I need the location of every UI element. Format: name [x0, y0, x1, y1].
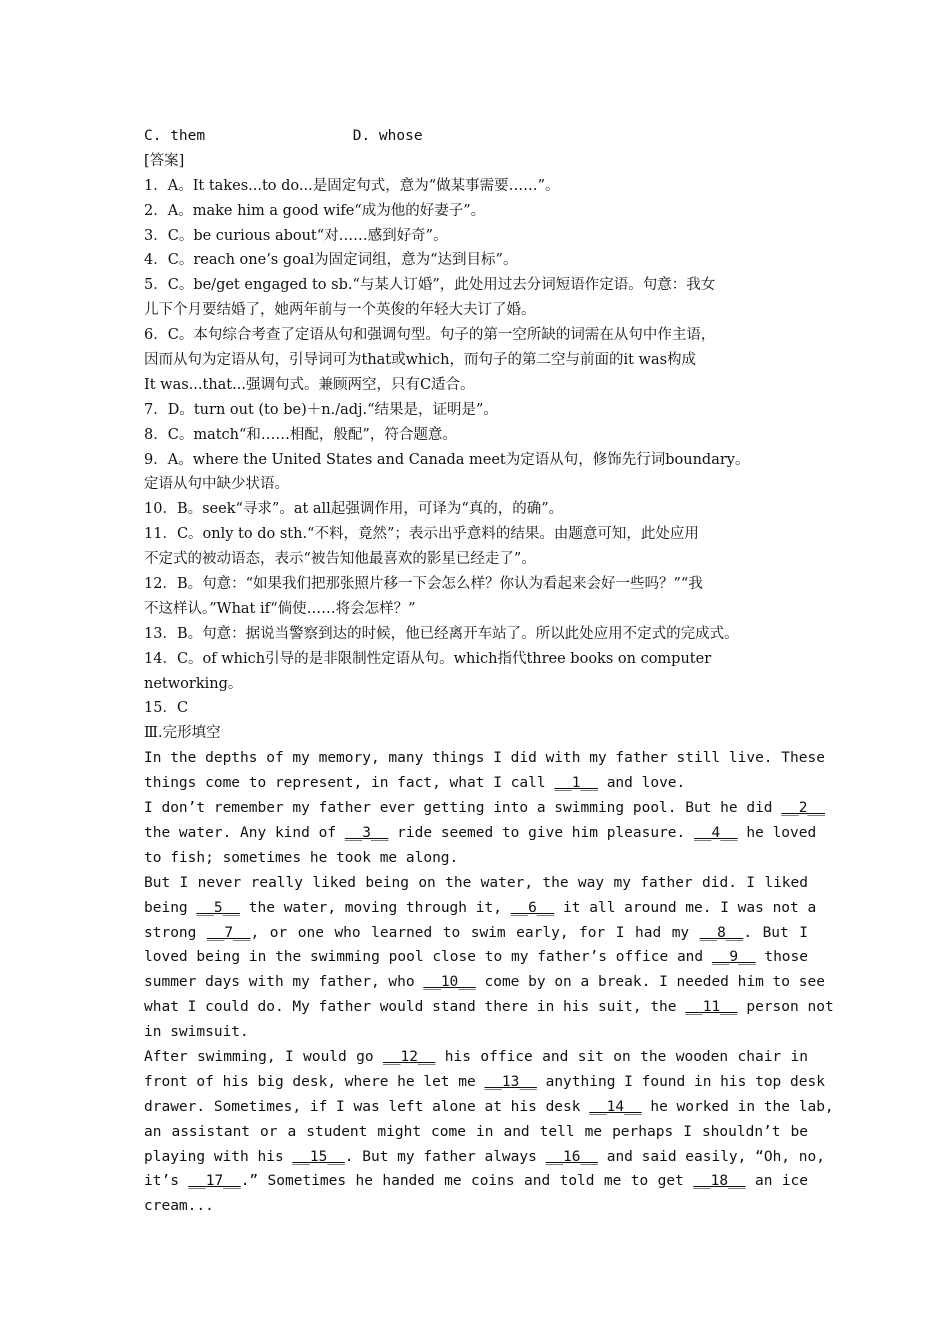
answer-line: 7．D。turn out (to be)＋n./adj.“结果是，证明是”。	[144, 401, 498, 418]
passage-text: .” Sometimes he handed me coins and told me to get	[240, 1173, 694, 1190]
cloze-blank: __4__	[694, 824, 738, 841]
answer-line: 10．B。seek“寻求”。at all起强调作用，可译为“真的，的确”。	[144, 501, 564, 518]
passage-text: being	[144, 899, 197, 916]
passage-text: , or one who learned to swim early, for I had my	[250, 924, 700, 941]
cloze-header: Ⅲ.完形填空	[144, 725, 221, 742]
cloze-blank: __6__	[510, 899, 555, 916]
passage-text: After swimming, I would go	[144, 1048, 384, 1065]
answer-line: 9．A。where the United States and Canada meet为定语从句，修饰先行词boundary。	[144, 451, 750, 468]
passage-line	[144, 995, 834, 1020]
passage-line	[144, 746, 825, 771]
answer-line: 因而从句为定语从句，引导词可为that或which，而句子的第二空与前面的it was构成	[144, 352, 697, 369]
passage-text: the water, moving through it,	[240, 899, 511, 916]
passage-text: to fish; sometimes he took me along.	[144, 849, 459, 866]
passage-text: strong	[144, 924, 207, 941]
answer-line: 儿下个月要结婚了，她两年前与一个英俊的年轻大夫订了婚。	[144, 302, 536, 319]
passage-line	[144, 871, 808, 896]
passage-line	[144, 1070, 825, 1095]
passage-text: and love.	[597, 775, 686, 792]
passage-text: drawer. Sometimes, if I was left alone at his desk	[144, 1098, 590, 1115]
answer-line: 11．C。only to do sth.“不料，竟然”；表示出乎意料的结果。由题意可知，此处应用	[144, 526, 699, 543]
passage-text: those	[755, 949, 808, 966]
answer-line: networking。	[144, 675, 243, 692]
answer-line: 14．C。of which引导的是非限制性定语从句。which指代three books on computer	[144, 650, 712, 667]
passage-text: anything I found in his top desk	[536, 1073, 825, 1090]
passage-line	[144, 1169, 808, 1194]
passage-line	[144, 896, 817, 921]
cloze-blank: __2__	[781, 800, 825, 817]
cloze-blank: __9__	[711, 949, 756, 966]
passage-line	[144, 1020, 808, 1045]
cloze-blank: __18__	[693, 1173, 746, 1190]
passage-text: loved being in the swimming pool close to my father’s office and	[144, 949, 712, 966]
cloze-blank: __16__	[545, 1148, 598, 1165]
passage-text: person not	[737, 999, 834, 1016]
answer-line: 3．C。be curious about“对……感到好奇”。	[144, 227, 448, 244]
option-c: C. them	[144, 128, 206, 144]
passage-text: it all around me. I was not a	[554, 899, 817, 916]
passage-line	[144, 796, 825, 821]
answer-line: 4．C。reach one’s goal为固定词组，意为“达到目标”。	[144, 252, 518, 269]
passage-line	[144, 771, 808, 796]
passage-text: . But my father always	[344, 1148, 546, 1165]
answer-line: 15．C	[144, 700, 189, 717]
passage-text: I don’t remember my father ever getting into a swimming pool. But he did	[144, 800, 782, 817]
passage-text: front of his big desk, where he let me	[144, 1073, 485, 1090]
passage-line	[144, 970, 825, 995]
document-page	[144, 124, 834, 1219]
passage-text: . But I	[743, 924, 808, 941]
cloze-blank: __17__	[188, 1173, 241, 1190]
passage-text: summer days with my father, who	[144, 974, 424, 991]
passage-text: come by on a break. I needed him to see	[475, 974, 825, 991]
passage-text: what I could do. My father would stand there in his suit, the	[144, 999, 686, 1016]
passage-text: he worked in the lab,	[641, 1098, 834, 1115]
answer-line: 13．B。句意：据说当警察到达的时候，他已经离开车站了。所以此处应用不定式的完成式。	[144, 625, 739, 642]
cloze-blank: __13__	[484, 1073, 537, 1090]
answers-header: [答案]	[144, 152, 185, 169]
cloze-blank: __7__	[206, 924, 251, 941]
cloze-blank: __12__	[383, 1048, 436, 1065]
answer-line: 不定式的被动语态，表示“被告知他最喜欢的影星已经走了”。	[144, 551, 536, 568]
passage-text: he loved	[737, 824, 817, 841]
answer-line: 5．C。be/get engaged to sb.“与某人订婚”，此处用过去分词短语作定语。句意：我女	[144, 277, 716, 294]
answer-line: 定语从句中缺少状语。	[144, 476, 289, 493]
passage-text: an assistant or a student might come in and tell me perhaps I shouldn’t be	[144, 1123, 808, 1140]
answer-line: 不这样认。”What if“倘使……将会怎样？”	[144, 600, 416, 617]
answer-line: 8．C。match“和……相配，般配”，符合题意。	[144, 426, 457, 443]
cloze-blank: __5__	[196, 899, 241, 916]
passage-text: cream...	[144, 1198, 214, 1215]
passage-text: playing with his	[144, 1148, 293, 1165]
cloze-passage	[144, 746, 834, 1219]
cloze-blank: __8__	[699, 924, 744, 941]
cloze-blank: __11__	[685, 999, 738, 1016]
answer-line: 1．A。It takes...to do...是固定句式，意为“做某事需要……”。	[144, 177, 560, 194]
passage-line	[144, 945, 808, 970]
answer-line: 2．A。make him a good wife“成为他的好妻子”。	[144, 202, 486, 219]
cloze-blank: __10__	[423, 974, 476, 991]
passage-line	[144, 1045, 808, 1070]
passage-text: and said easily, “Oh, no,	[597, 1148, 825, 1165]
answers-list	[144, 174, 808, 722]
passage-line	[144, 1145, 825, 1170]
passage-line	[144, 846, 808, 871]
cloze-blank: __14__	[589, 1098, 642, 1115]
passage-text: his office and sit on the wooden chair in	[435, 1048, 809, 1065]
passage-text: things come to represent, in fact, what I call	[144, 775, 555, 792]
answer-line: It was...that...强调句式。兼顾两空，只有C适合。	[144, 376, 475, 393]
passage-text: But I never really liked being on the water, the way my father did. I liked	[144, 874, 808, 891]
passage-line	[144, 1095, 834, 1120]
cloze-blank: __3__	[344, 824, 389, 841]
passage-text: an ice	[745, 1173, 809, 1190]
passage-text: in swimsuit.	[144, 1024, 249, 1041]
cloze-blank: __1__	[554, 775, 598, 792]
passage-text: it’s	[144, 1173, 189, 1190]
passage-line	[144, 1120, 808, 1145]
passage-text: the water. Any kind of	[144, 824, 345, 841]
answer-line: 6．C。本句综合考查了定语从句和强调句型。句子的第一空所缺的词需在从句中作主语，	[144, 327, 716, 344]
passage-line	[144, 821, 817, 846]
passage-line	[144, 1194, 808, 1219]
options-row	[144, 124, 808, 149]
passage-text: ride seemed to give him pleasure.	[388, 824, 694, 841]
option-d: D. whose	[352, 128, 423, 144]
passage-line	[144, 921, 808, 946]
answer-line: 12．B。句意：“如果我们把那张照片移一下会怎么样？你认为看起来会好一些吗？”“我	[144, 576, 703, 593]
cloze-blank: __15__	[292, 1148, 345, 1165]
passage-text: In the depths of my memory, many things I did with my father still live. These	[144, 750, 825, 767]
